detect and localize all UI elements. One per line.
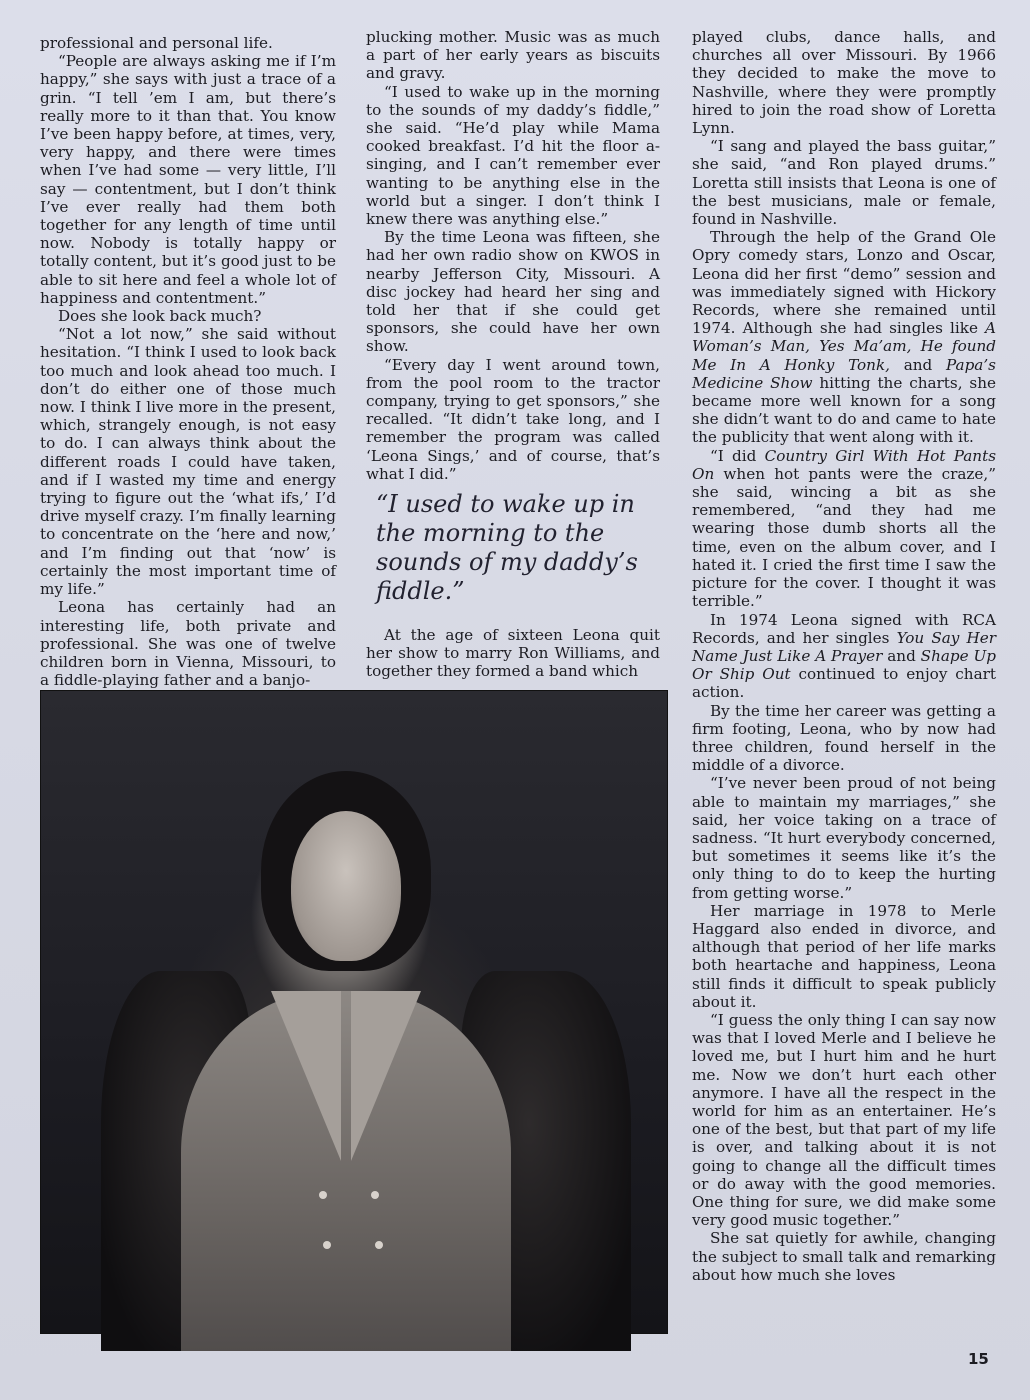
article-column-3 bbox=[692, 28, 996, 1348]
song-title: Country Girl With Hot Pants On bbox=[692, 446, 996, 483]
portrait-photo bbox=[40, 690, 668, 1334]
paragraph bbox=[692, 447, 996, 611]
photo-button bbox=[371, 1191, 379, 1199]
photo-face bbox=[291, 811, 401, 961]
paragraph: “I used to wake up in the morning to the sounds of my daddy’s fiddle,” she said. “He’d play while Mama cooked breakfast. I’d hit the floor a-singing, and I can’t remember ever wanting to be anything else in the world but a singer. I don’t think I knew there was anything else.” bbox=[366, 82, 660, 229]
text-run: and bbox=[882, 646, 921, 665]
paragraph: By the time her career was getting a firm footing, Leona, who by now had three children, found herself in the middle of a divorce. bbox=[692, 701, 996, 775]
article-column-2-continued bbox=[366, 626, 660, 686]
paragraph: plucking mother. Music was as much a part of her early years as biscuits and gravy. bbox=[366, 28, 660, 83]
text-run: Through the help of the Grand Ole Opry comedy stars, Lonzo and Oscar, Leona did her first “demo” session and was immediately signed with Hickory Records, where she remained until 1974. Although she had singles like bbox=[692, 228, 996, 338]
paragraph: “People are always asking me if I’m happy,” she says with just a trace of a grin. “I tell ’em I am, but there’s really more to it than that. You know I’ve been happy before, at times, very, very happy, and there were times when I’ve had some — very little, I’ll say — contentment, but I don’t think I’ve ever really had them both together for any length of time until now. Nobody is totally happy or totally content, but it’s good just to be able to sit here and feel a whole lot of happiness and contentment.” bbox=[40, 52, 336, 307]
paragraph: At the age of sixteen Leona quit her show to marry Ron Williams, and together they formed a band which bbox=[366, 626, 660, 681]
song-title: A Woman’s Man, Yes Ma’am, He found Me In A Honky Tonk, bbox=[692, 319, 996, 374]
paragraph: “I sang and played the bass guitar,” she said, “and Ron played drums.” Loretta still insists that Leona is one of the best musicians, male or female, found in Nashville. bbox=[692, 137, 996, 229]
song-title: You Say Her Name Just Like A Prayer bbox=[692, 628, 996, 665]
photo-jacket bbox=[181, 991, 511, 1351]
text-run: In 1974 Leona signed with RCA Records, and her singles bbox=[692, 610, 996, 647]
paragraph: Does she look back much? bbox=[58, 307, 262, 326]
text-run: continued to enjoy chart action. bbox=[692, 665, 996, 702]
paragraph: She sat quietly for awhile, changing the subject to small talk and remarking about how much she loves bbox=[692, 1229, 996, 1284]
article-column-1 bbox=[40, 34, 336, 690]
paragraph: “Not a lot now,” she said without hesitation. “I think I used to look back too much and look ahead too much. I don’t do either one of those much now. I think I live more in the present, which, strangely enough, is not easy to do. I can always think about the different roads I could have taken, and if I wasted my time and energy trying to figure out the ‘what ifs,’ I’d drive myself crazy. I’m finally learning to concentrate on the ‘here and now,’ and I’m finding out that ‘now’ is certainly the most important time of my life.” bbox=[40, 325, 336, 599]
song-title: Shape Up Or Ship Out bbox=[692, 646, 996, 684]
pull-quote: “I used to wake up in the morning to the sounds of my daddy’s fiddle.” bbox=[376, 490, 638, 605]
song-title: Papa’s Medicine Show bbox=[692, 355, 996, 392]
paragraph: “Every day I went around town, from the pool room to the tractor company, trying to get sponsors,” she recalled. “It didn’t take long, and I remember the program was called ‘Leona Sings,’ and of course, that’s what I did.” bbox=[366, 355, 660, 483]
paragraph: “I guess the only thing I can say now was that I loved Merle and I believe he loved me, but I hurt him and he hurt me. Now we don’t hurt each other anymore. I have all the respect in the world for him as an entertainer. He’s one of the best, but that part of my life is over, and talking about it is not going to change all the difficult times or do away with the good memories. One thing for sure, we did make some very good music together.” bbox=[692, 1010, 996, 1230]
paragraph: Leona has certainly had an interesting life, both private and professional. She was one of twelve children born in Vienna, Missouri, to a fiddle-playing father and a banjo- bbox=[40, 598, 336, 690]
photo-lapel-left bbox=[271, 991, 341, 1161]
text-run: and bbox=[890, 355, 946, 374]
text-run: hitting the charts, she became more well known for a song she didn’t want to do and came to hate the publicity that went along with it. bbox=[692, 373, 996, 447]
photo-button bbox=[319, 1191, 327, 1199]
paragraph: played clubs, dance halls, and churches all over Missouri. By 1966 they decided to make the move to Nashville, where they were promptly hired to join the road show of Loretta Lynn. bbox=[692, 28, 996, 138]
paragraph: “I’ve never been proud of not being able to maintain my marriages,” she said, her voice taking on a trace of sadness. “It hurt everybody concerned, but sometimes it seems like it’s the only thing to do to keep the hurting from getting worse.” bbox=[692, 774, 996, 902]
article-column-2 bbox=[366, 28, 660, 483]
photo-button bbox=[323, 1241, 331, 1249]
photo-button bbox=[375, 1241, 383, 1249]
paragraph: Her marriage in 1978 to Merle Haggard also ended in divorce, and although that period of her life marks both heartache and happiness, Leona still finds it difficult to speak publicly about it. bbox=[692, 901, 996, 1011]
paragraph: professional and personal life. bbox=[40, 34, 273, 52]
paragraph bbox=[692, 611, 996, 702]
text-run: “I did bbox=[710, 446, 765, 465]
text-run: when hot pants were the craze,” she said, wincing a bit as she remembered, “and they had me wearing those dumb shorts all the time, even on the album cover, and I hated it. I cried the first time I saw the picture for the cover. I thought it was terrible.” bbox=[692, 464, 996, 611]
page-number: 15 bbox=[968, 1350, 989, 1368]
paragraph: By the time Leona was fifteen, she had her own radio show on KWOS in nearby Jefferson City, Missouri. A disc jockey had heard her sing and told her that if she could get sponsors, she could have her own show. bbox=[366, 228, 660, 356]
paragraph bbox=[692, 228, 996, 446]
photo-lapel-right bbox=[351, 991, 421, 1161]
